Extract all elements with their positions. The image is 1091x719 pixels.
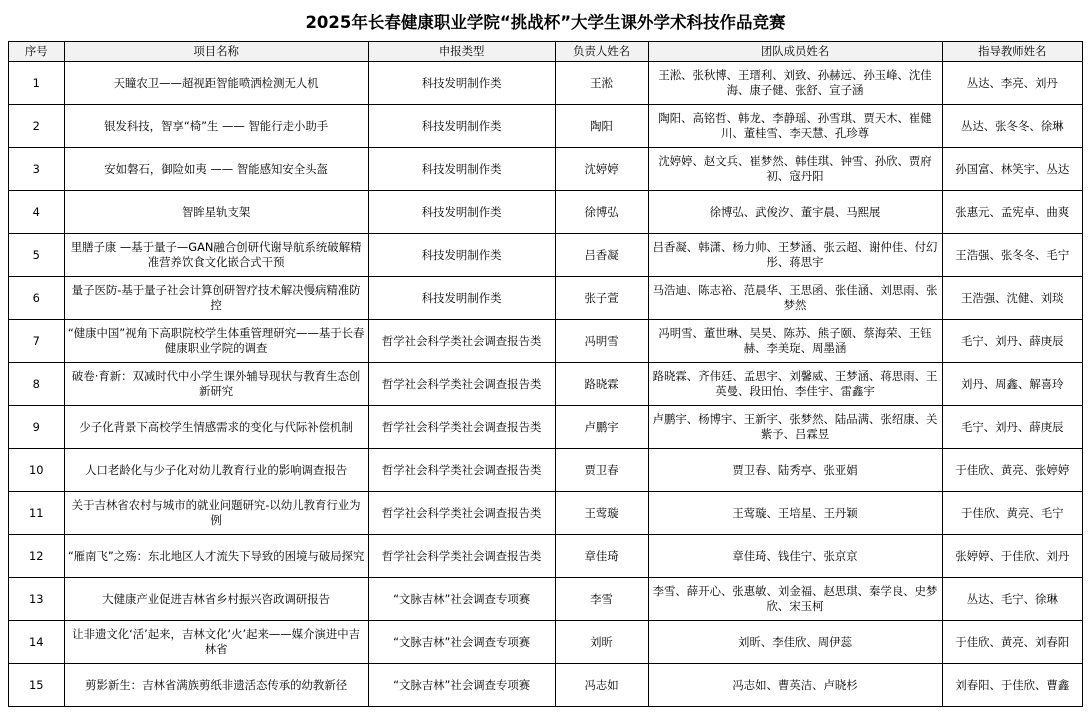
cell-index: 7 xyxy=(9,320,65,363)
cell-project-name: 智眸星轨支架 xyxy=(64,191,368,234)
table-row xyxy=(9,105,1083,148)
cell-index: 15 xyxy=(9,664,65,707)
cell-advisors: 丛达、毛宁、徐琳 xyxy=(942,578,1082,621)
cell-team-members: 吕香凝、韩潇、杨力帅、王梦涵、张云超、谢仲佳、付幻彤、蒋思宇 xyxy=(648,234,942,277)
table-row xyxy=(9,148,1083,191)
cell-team-members: 王淞、张秋博、王瑨利、刘致、孙赫远、孙玉峰、沈佳海、康子健、张舒、宣子涵 xyxy=(648,62,942,105)
cell-advisors: 张惠元、孟宪卓、曲爽 xyxy=(942,191,1082,234)
cell-project-name: “雁南飞”之殇：东北地区人才流失下导致的困境与破局探究 xyxy=(64,535,368,578)
cell-category: 科技发明制作类 xyxy=(368,62,555,105)
cell-leader: 冯明雪 xyxy=(555,320,648,363)
cell-leader: 贾卫春 xyxy=(555,449,648,492)
cell-project-name: 人口老龄化与少子化对幼儿教育行业的影响调查报告 xyxy=(64,449,368,492)
cell-category: 哲学社会科学类社会调查报告类 xyxy=(368,363,555,406)
table-row xyxy=(9,621,1083,664)
cell-team-members: 沈婷婷、赵文兵、崔梦然、韩佳琪、钟雪、孙欣、贾府初、寇丹阳 xyxy=(648,148,942,191)
table-row xyxy=(9,363,1083,406)
cell-team-members: 冯志如、曹英洁、卢晓杉 xyxy=(648,664,942,707)
cell-index: 10 xyxy=(9,449,65,492)
cell-leader: 路晓霖 xyxy=(555,363,648,406)
cell-project-name: 里膳子康 —基于量子—GAN融合创研代谢导航系统破解精准营养饮食文化嵌合式干预 xyxy=(64,234,368,277)
table-row xyxy=(9,191,1083,234)
cell-advisors: 刘春阳、于佳欣、曹鑫 xyxy=(942,664,1082,707)
cell-category: 科技发明制作类 xyxy=(368,191,555,234)
cell-category: 科技发明制作类 xyxy=(368,105,555,148)
cell-project-name: 银发科技，智享“椅”生 —— 智能行走小助手 xyxy=(64,105,368,148)
cell-project-name: 让非遗文化‘活’起来，吉林文化‘火’起来——媒介演进中吉林省 xyxy=(64,621,368,664)
cell-index: 4 xyxy=(9,191,65,234)
table-row xyxy=(9,62,1083,105)
cell-project-name: 天瞳农卫——超视距智能喷洒检测无人机 xyxy=(64,62,368,105)
cell-category: 哲学社会科学类社会调查报告类 xyxy=(368,320,555,363)
table-row xyxy=(9,449,1083,492)
table-row xyxy=(9,234,1083,277)
cell-category: 科技发明制作类 xyxy=(368,277,555,320)
cell-leader: 王莺璇 xyxy=(555,492,648,535)
cell-category: “文脉吉林”社会调查专项赛 xyxy=(368,578,555,621)
cell-category: 哲学社会科学类社会调查报告类 xyxy=(368,535,555,578)
cell-index: 14 xyxy=(9,621,65,664)
table-row xyxy=(9,320,1083,363)
cell-index: 9 xyxy=(9,406,65,449)
cell-project-name: 剪影新生：吉林省满族剪纸非遗活态传承的幼教新径 xyxy=(64,664,368,707)
header-team-members: 团队成员姓名 xyxy=(648,42,942,62)
cell-index: 12 xyxy=(9,535,65,578)
cell-index: 2 xyxy=(9,105,65,148)
header-leader: 负责人姓名 xyxy=(555,42,648,62)
cell-project-name: 关于吉林省农村与城市的就业问题研究-以幼儿教育行业为例 xyxy=(64,492,368,535)
cell-index: 8 xyxy=(9,363,65,406)
cell-index: 5 xyxy=(9,234,65,277)
cell-leader: 冯志如 xyxy=(555,664,648,707)
cell-advisors: 刘丹、周鑫、解喜玲 xyxy=(942,363,1082,406)
cell-advisors: 丛达、张冬冬、徐琳 xyxy=(942,105,1082,148)
header-project-name: 项目名称 xyxy=(64,42,368,62)
cell-team-members: 章佳琦、钱佳宁、张京京 xyxy=(648,535,942,578)
table-row xyxy=(9,406,1083,449)
cell-leader: 徐博弘 xyxy=(555,191,648,234)
cell-leader: 王淞 xyxy=(555,62,648,105)
cell-project-name: “健康中国”视角下高职院校学生体重管理研究——基于长春健康职业学院的调查 xyxy=(64,320,368,363)
cell-team-members: 马浩迪、陈志裕、范晨华、王思函、张佳涵、刘思雨、张梦然 xyxy=(648,277,942,320)
cell-leader: 沈婷婷 xyxy=(555,148,648,191)
competition-table xyxy=(8,41,1083,707)
cell-project-name: 少子化背景下高校学生情感需求的变化与代际补偿机制 xyxy=(64,406,368,449)
cell-leader: 刘昕 xyxy=(555,621,648,664)
cell-category: 哲学社会科学类社会调查报告类 xyxy=(368,406,555,449)
cell-advisors: 王浩强、沈健、刘琰 xyxy=(942,277,1082,320)
cell-index: 13 xyxy=(9,578,65,621)
cell-team-members: 刘昕、李佳欣、周伊蕊 xyxy=(648,621,942,664)
cell-team-members: 陶阳、高铭哲、韩龙、李静瑶、孙雪琪、贾天木、崔健川、董桂雪、李天慧、孔珍尊 xyxy=(648,105,942,148)
cell-project-name: 大健康产业促进吉林省乡村振兴咨政调研报告 xyxy=(64,578,368,621)
cell-team-members: 王莺璇、王培星、王丹颖 xyxy=(648,492,942,535)
cell-category: “文脉吉林”社会调查专项赛 xyxy=(368,621,555,664)
cell-advisors: 丛达、李亮、刘丹 xyxy=(942,62,1082,105)
cell-leader: 吕香凝 xyxy=(555,234,648,277)
cell-leader: 张子萱 xyxy=(555,277,648,320)
cell-category: 科技发明制作类 xyxy=(368,148,555,191)
cell-advisors: 毛宁、刘丹、薛庚辰 xyxy=(942,320,1082,363)
header-advisors: 指导教师姓名 xyxy=(942,42,1082,62)
cell-index: 11 xyxy=(9,492,65,535)
table-row xyxy=(9,277,1083,320)
cell-advisors: 张婷婷、于佳欣、刘丹 xyxy=(942,535,1082,578)
header-row xyxy=(9,42,1083,62)
cell-advisors: 孙国富、林笑宇、丛达 xyxy=(942,148,1082,191)
page-title: 2025年长春健康职业学院“挑战杯”大学生课外学术科技作品竞赛 xyxy=(305,12,786,32)
cell-team-members: 贾卫春、陆秀亭、张亚娟 xyxy=(648,449,942,492)
cell-team-members: 李雪、薛开心、张惠敏、刘金福、赵思琪、秦学良、史梦欣、宋玉柯 xyxy=(648,578,942,621)
table-row xyxy=(9,492,1083,535)
cell-category: 科技发明制作类 xyxy=(368,234,555,277)
cell-advisors: 于佳欣、黄亮、张婷婷 xyxy=(942,449,1082,492)
cell-advisors: 毛宁、刘丹、薛庚辰 xyxy=(942,406,1082,449)
cell-leader: 陶阳 xyxy=(555,105,648,148)
cell-team-members: 卢鹏宇、杨博宇、王新宇、张梦然、陆品满、张绍康、关紫予、吕霖昱 xyxy=(648,406,942,449)
cell-index: 1 xyxy=(9,62,65,105)
table-row xyxy=(9,664,1083,707)
table-row xyxy=(9,535,1083,578)
cell-advisors: 于佳欣、黄亮、毛宁 xyxy=(942,492,1082,535)
cell-project-name: 破卷·育新：双减时代中小学生课外辅导现状与教育生态创新研究 xyxy=(64,363,368,406)
cell-leader: 李雪 xyxy=(555,578,648,621)
header-category: 申报类型 xyxy=(368,42,555,62)
cell-category: 哲学社会科学类社会调查报告类 xyxy=(368,492,555,535)
cell-leader: 卢鹏宇 xyxy=(555,406,648,449)
cell-index: 3 xyxy=(9,148,65,191)
cell-project-name: 安如磐石，御险如夷 —— 智能感知安全头盔 xyxy=(64,148,368,191)
cell-team-members: 冯明雪、董世琳、吴昊、陈苏、熊子颐、蔡海荣、王钰赫、李美琁、周墨涵 xyxy=(648,320,942,363)
cell-team-members: 徐博弘、武俊汐、董宇晨、马熙展 xyxy=(648,191,942,234)
cell-index: 6 xyxy=(9,277,65,320)
cell-advisors: 于佳欣、黄亮、刘春阳 xyxy=(942,621,1082,664)
header-index: 序号 xyxy=(9,42,65,62)
cell-leader: 章佳琦 xyxy=(555,535,648,578)
cell-category: “文脉吉林”社会调查专项赛 xyxy=(368,664,555,707)
cell-advisors: 王浩强、张冬冬、毛宁 xyxy=(942,234,1082,277)
cell-team-members: 路晓霖、齐伟廷、孟思宇、刘馨威、王梦涵、蒋思雨、王英曼、段田怡、李佳宇、雷鑫宇 xyxy=(648,363,942,406)
cell-category: 哲学社会科学类社会调查报告类 xyxy=(368,449,555,492)
cell-project-name: 量子医防-基于量子社会计算创研智疗技术解决慢病精准防控 xyxy=(64,277,368,320)
table-row xyxy=(9,578,1083,621)
